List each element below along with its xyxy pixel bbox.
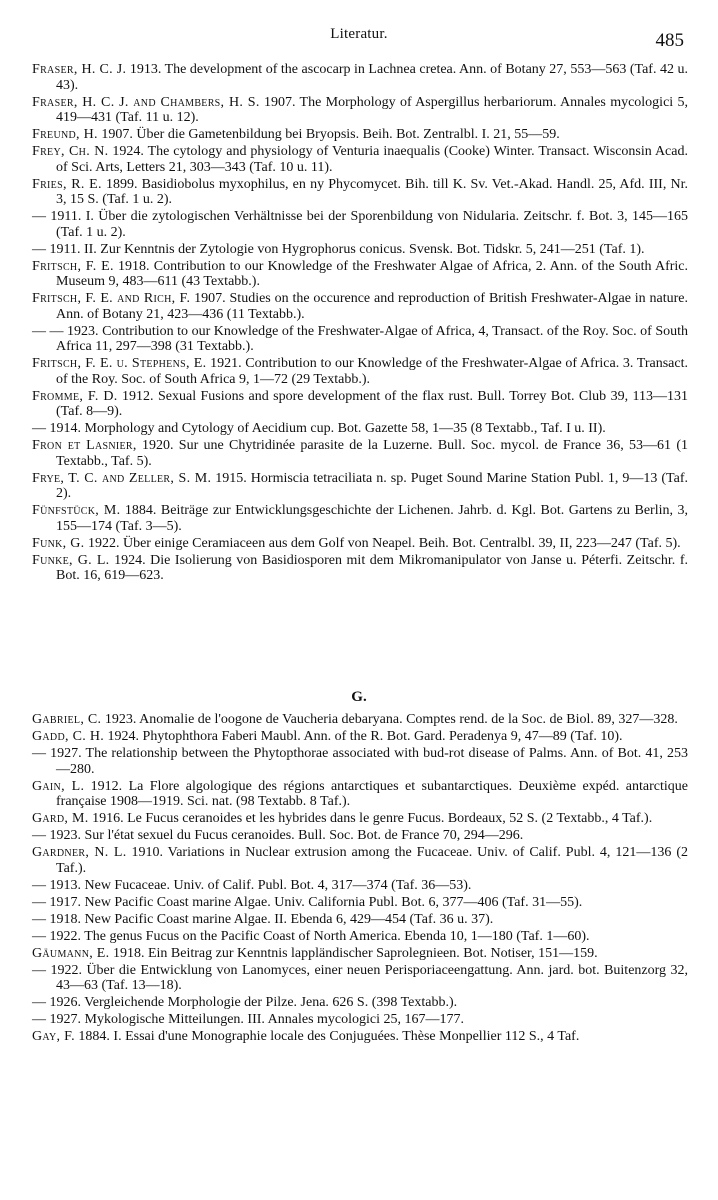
bibliography-entry xyxy=(32,324,688,355)
bibliography-entry xyxy=(32,929,688,945)
bibliography-section-f xyxy=(32,62,688,585)
bibliography-entry xyxy=(32,1029,688,1045)
entry-citation: 1899. Basidiobolus myxophilus, en ny Phycomycet. Bih. till K. Sv. Vet.-Akad. Handl. 25, Afd. III, Nr. 3, 15 S. (Taf. 1 u. 2). xyxy=(56,176,688,207)
entry-author: Freund, H. xyxy=(32,127,98,142)
entry-citation: 1907. The Morphology of Aspergillus herbariorum. Annales mycologici 5, 419—431 (Taf. 11 u. 12). xyxy=(56,94,688,125)
bibliography-entry xyxy=(32,503,688,534)
entry-citation: — 1922. Über die Entwicklung von Lanomyces, einer neuen Perisporiaceengattung. Ann. jard. bot. Buitenzorg 32, 43—63 (Taf. 13—18). xyxy=(32,962,688,993)
entry-citation: 1924. The cytology and physiology of Venturia inaequalis (Cooke) Winter. Transact. Wisconsin Acad. of Sci. Arts, Letters 21, 303—343 (Taf. 10 u. 11). xyxy=(56,144,688,175)
entry-author: Fries, R. E. xyxy=(32,176,102,192)
entry-author: Fritsch, F. E. xyxy=(32,258,114,274)
bibliography-entry xyxy=(32,946,688,962)
bibliography-entry xyxy=(32,471,688,502)
entry-author: Fraser, H. C. J. and Chambers, H. S. xyxy=(32,94,260,110)
entry-citation: 1918. Ein Beitrag zur Kenntnis lappländischer Saprolegnieen. Bot. Notiser, 151—159. xyxy=(109,945,598,961)
entry-citation: — 1911. II. Zur Kenntnis der Zytologie von Hygrophorus conicus. Svensk. Bot. Tidskr. 5, 241—251 (Taf. 1). xyxy=(32,241,645,257)
entry-citation: — 1927. The relationship between the Phytopthorae associated with bud-rot disease of Palms. Ann. of Bot. 41, 253—280. xyxy=(32,746,688,777)
bibliography-entry xyxy=(32,729,688,745)
bibliography-entry xyxy=(32,438,688,469)
entry-citation: — 1911. I. Über die zytologischen Verhältnisse bei der Sporenbildung von Nidularia. Zeitschr. f. Bot. 3, 145—165 (Taf. 1 u. 2). xyxy=(32,209,688,240)
entry-author: Frey, Ch. N. xyxy=(32,144,109,159)
entry-citation: 1884. Beiträge zur Entwicklungsgeschichte der Lichenen. Jahrb. d. Kgl. Bot. Gartens zu Berlin, 3, 155—174 (Taf. 3—5). xyxy=(56,503,688,534)
entry-author: Gabriel, C. xyxy=(32,712,102,727)
entry-author: Fünfstück, M. xyxy=(32,503,121,518)
entry-author: Gard, M. xyxy=(32,811,89,826)
bibliography-entry xyxy=(32,811,688,827)
entry-author: Gardner, N. L. xyxy=(32,845,127,860)
bibliography-entry xyxy=(32,209,688,240)
entry-author: Frye, T. C. and Zeller, S. M. xyxy=(32,470,212,486)
entry-author: Fritsch, F. E. u. Stephens, E. xyxy=(32,356,207,371)
entry-citation: 1915. Hormiscia tetraciliata n. sp. Puget Sound Marine Station Publ. 1, 9—13 (Taf. 2). xyxy=(56,470,688,501)
entry-citation: — 1914. Morphology and Cytology of Aecidium cup. Bot. Gazette 58, 1—35 (8 Textabb., Taf. I u. II). xyxy=(32,421,606,436)
entry-author: Fromme, F. D. xyxy=(32,388,118,404)
entry-citation: 1920. Sur une Chytridinée parasite de la Luzerne. Bull. Soc. mycol. de France 36, 53—61 (1 Textabb., Taf. 5). xyxy=(56,438,688,469)
entry-citation: 1907. Über die Gametenbildung bei Bryopsis. Beih. Bot. Zentralbl. I. 21, 55—59. xyxy=(97,127,560,142)
running-head xyxy=(0,26,718,51)
bibliography-section-g xyxy=(32,712,688,1046)
entry-citation: 1884. I. Essai d'une Monographie locale des Conjuguées. Thèse Monpellier 112 S., 4 Taf. xyxy=(74,1029,580,1044)
entry-citation: 1923. Anomalie de l'oogone de Vaucheria debaryana. Comptes rend. de la Soc. de Biol. 89, 327—328. xyxy=(101,712,678,727)
bibliography-entry xyxy=(32,62,688,93)
bibliography-entry xyxy=(32,878,688,894)
entry-citation: 1918. Contribution to our Knowledge of the Freshwater Algae of Africa, 2. Ann. of the South Afric. Museum 9, 483—611 (43 Textabb.). xyxy=(56,258,689,289)
bibliography-entry xyxy=(32,1012,688,1028)
entry-author: Gäumann, E. xyxy=(32,945,110,961)
bibliography-entry xyxy=(32,912,688,928)
entry-citation: — 1917. New Pacific Coast marine Algae. Univ. California Publ. Bot. 6, 377—406 (Taf. 31—55). xyxy=(32,894,583,910)
entry-citation: 1910. Variations in Nuclear extrusion among the Fucaceae. Univ. of Calif. Publ. 4, 121—136 (2 Taf.). xyxy=(56,845,688,876)
bibliography-entry xyxy=(32,746,688,777)
entry-author: Gadd, C. H. xyxy=(32,729,105,744)
entry-author: Fron et Lasnier, xyxy=(32,438,137,453)
entry-citation: — 1926. Vergleichende Morphologie der Pilze. Jena. 626 S. (398 Textabb.). xyxy=(32,995,458,1010)
entry-author: Fraser, H. C. J. xyxy=(32,62,127,77)
bibliography-entry xyxy=(32,389,688,420)
bibliography-entry xyxy=(32,895,688,911)
entry-author: Fritsch, F. E. and Rich, F. xyxy=(32,291,191,306)
section-heading-g: G. xyxy=(351,689,367,705)
entry-citation: — 1927. Mykologische Mitteilungen. III. Annales mycologici 25, 167—177. xyxy=(32,1012,465,1027)
entry-citation: 1922. Über einige Ceramiaceen aus dem Golf von Neapel. Beih. Bot. Centralbl. 39, II, 223—247 (Taf. 5). xyxy=(84,535,681,551)
bibliography-entry xyxy=(32,356,688,387)
entry-citation: 1924. Phytophthora Faberi Maubl. Ann. of the R. Bot. Gard. Peradenya 9, 47—89 (Taf. 10). xyxy=(104,729,623,744)
bibliography-entry xyxy=(32,177,688,208)
entry-citation: 1912. Sexual Fusions and spore development of the flax rust. Bull. Torrey Bot. Club 39, 113—131 (Taf. 8—9). xyxy=(56,388,688,419)
bibliography-entry xyxy=(32,95,688,126)
entry-citation: — 1922. The genus Fucus on the Pacific Coast of North America. Ebenda 10, 1—180 (Taf. 1—60). xyxy=(32,928,590,944)
entry-citation: 1907. Studies on the occurence and reproduction of British Freshwater-Algae in nature. Ann. of Botany 21, 423—436 (11 Textabb.). xyxy=(56,291,688,322)
bibliography-entry xyxy=(32,963,688,994)
entry-citation: — — 1923. Contribution to our Knowledge of the Freshwater-Algae of Africa, 4, Transact. of the Roy. Soc. of South Africa 11, 297—398 (31 Textabb.). xyxy=(32,323,688,354)
bibliography-entry xyxy=(32,779,688,810)
entry-author: Gain, L. xyxy=(32,778,85,794)
bibliography-entry xyxy=(32,127,688,143)
bibliography-entry xyxy=(32,421,688,437)
entry-author: Funke, G. L. xyxy=(32,552,110,568)
bibliography-entry xyxy=(32,995,688,1011)
entry-citation: — 1923. Sur l'état sexuel du Fucus ceranoides. Bull. Soc. Bot. de France 70, 294—296. xyxy=(32,828,524,843)
bibliography-entry xyxy=(32,144,688,175)
bibliography-entry xyxy=(32,536,688,552)
running-head-title: Literatur. xyxy=(330,26,388,42)
bibliography-entry xyxy=(32,828,688,844)
entry-citation: 1921. Contribution to our Knowledge of the Freshwater-Algae of Africa. 3. Transact. of the Roy. Soc. of South Africa 9, 1—72 (29 Textabb.). xyxy=(56,356,688,387)
bibliography-entry xyxy=(32,553,688,584)
bibliography-entry xyxy=(32,845,688,876)
page-number: 485 xyxy=(655,30,684,51)
bibliography-entry xyxy=(32,712,688,728)
bibliography-entry xyxy=(32,242,688,258)
entry-citation: 1924. Die Isolierung von Basidiosporen mit dem Mikromanipulator von Janse u. Péterfi. Zeitschr. f. Bot. 16, 619—623. xyxy=(56,552,688,583)
entry-citation: — 1913. New Fucaceae. Univ. of Calif. Publ. Bot. 4, 317—374 (Taf. 36—53). xyxy=(32,877,472,893)
entry-citation: 1913. The development of the ascocarp in Lachnea cretea. Ann. of Botany 27, 553—563 (Taf. 42 u. 43). xyxy=(56,62,689,93)
entry-citation: — 1918. New Pacific Coast marine Algae. II. Ebenda 6, 429—454 (Taf. 36 u. 37). xyxy=(32,911,494,927)
bibliography-entry xyxy=(32,291,688,322)
bibliography-entry xyxy=(32,259,688,290)
entry-author: Gay, F. xyxy=(32,1029,75,1044)
entry-citation: 1916. Le Fucus ceranoides et les hybrides dans le genre Fucus. Bordeaux, 52 S. (2 Textabb., 4 Taf.). xyxy=(88,811,653,826)
entry-author: Funk, G. xyxy=(32,535,85,551)
entry-citation: 1912. La Flore algologique des régions antarctiques et subantarctiques. Deuxième expéd. antarctique française 1908—1919. Sci. nat. (98 Textabb. 8 Taf.). xyxy=(56,778,688,809)
